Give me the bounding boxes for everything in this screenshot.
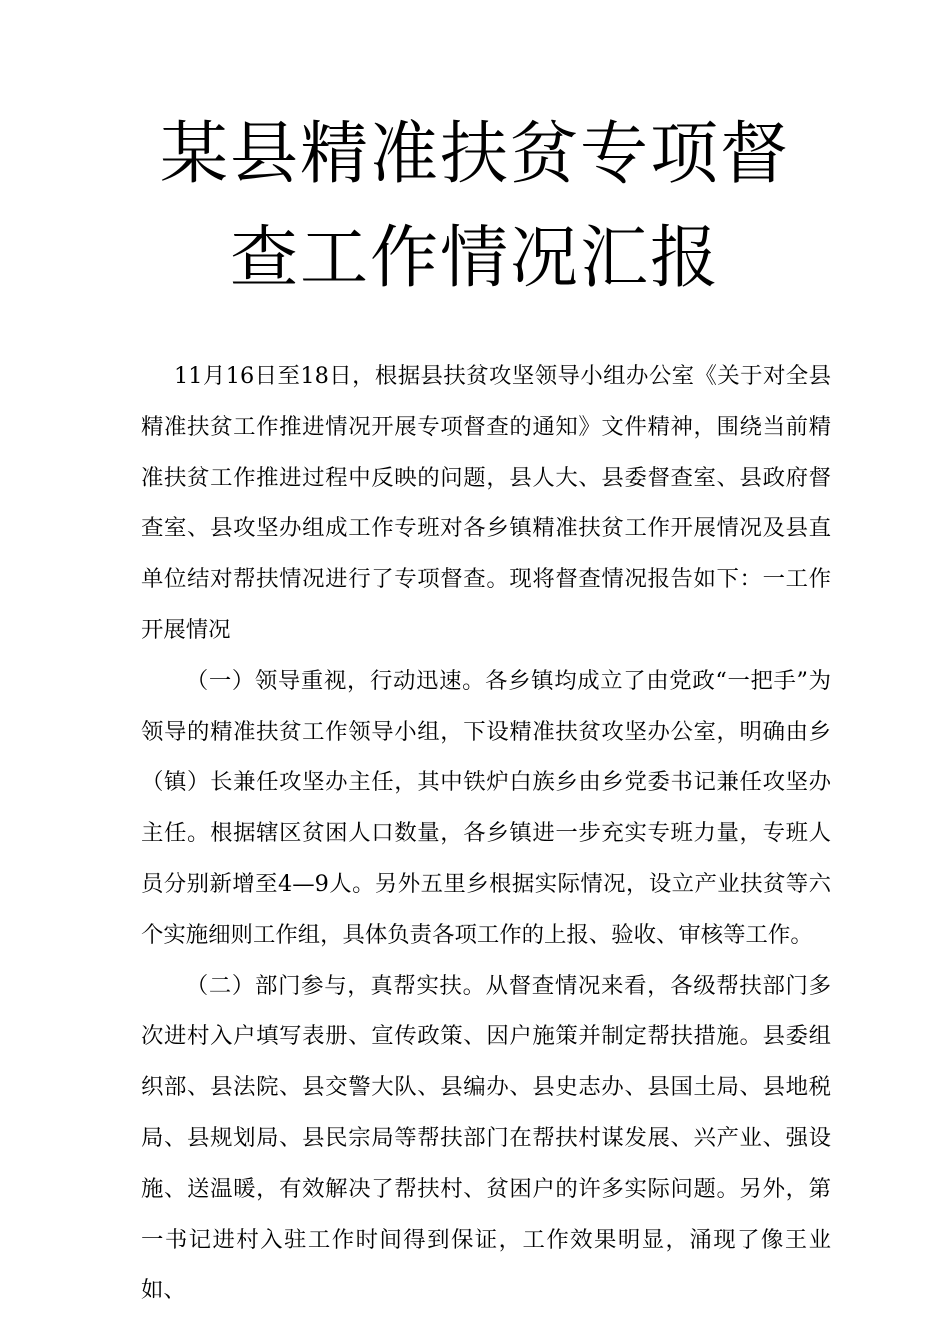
paragraph-leadership: （一）领导重视，行动迅速。各乡镇均成立了由党政“一把手”为领导的精准扶贫工作领导小组，下设精准扶贫攻坚办公室，明确由乡（镇）长兼任攻坚办主任，其中铁炉白族乡由乡党委书记兼任攻坚办主任。根据辖区贫困人口数量，各乡镇进一步充实专班力量，专班人员分别新增至4—9人。另外五里乡根据实际情况，设立产业扶贫等六个实施细则工作组，具体负责各项工作的上报、验收、审核等工作。	[141, 667, 831, 948]
document-title-line-2: 查工作情况汇报	[229, 219, 720, 298]
paragraph-intro: 11月16日至18日，根据县扶贫攻坚领导小组办公室《关于对全县精准扶贫工作推进情况开展专项督查的通知》文件精神，围绕当前精准扶贫工作推进过程中反映的问题，县人大、县委督查室、县政府督查室、县攻坚办组成工作专班对各乡镇精准扶贫工作开展情况及县直单位结对帮扶情况进行了专项督查。现将督查情况报告如下：一工作开展情况	[141, 363, 831, 643]
document-body	[141, 351, 831, 1316]
paragraph-departments: （二）部门参与，真帮实扶。从督查情况来看，各级帮扶部门多次进村入户填写表册、宣传政策、因户施策并制定帮扶措施。县委组织部、县法院、县交警大队、县编办、县史志办、县国土局、县地税局、县规划局、县民宗局等帮扶部门在帮扶村谋发展、兴产业、强设施、送温暖，有效解决了帮扶村、贫困户的许多实际问题。另外，第一书记进村入驻工作时间得到保证，工作效果明显，涌现了像王业如、	[141, 972, 831, 1304]
document-title-line-1: 某县精准扶贫专项督	[159, 115, 790, 194]
